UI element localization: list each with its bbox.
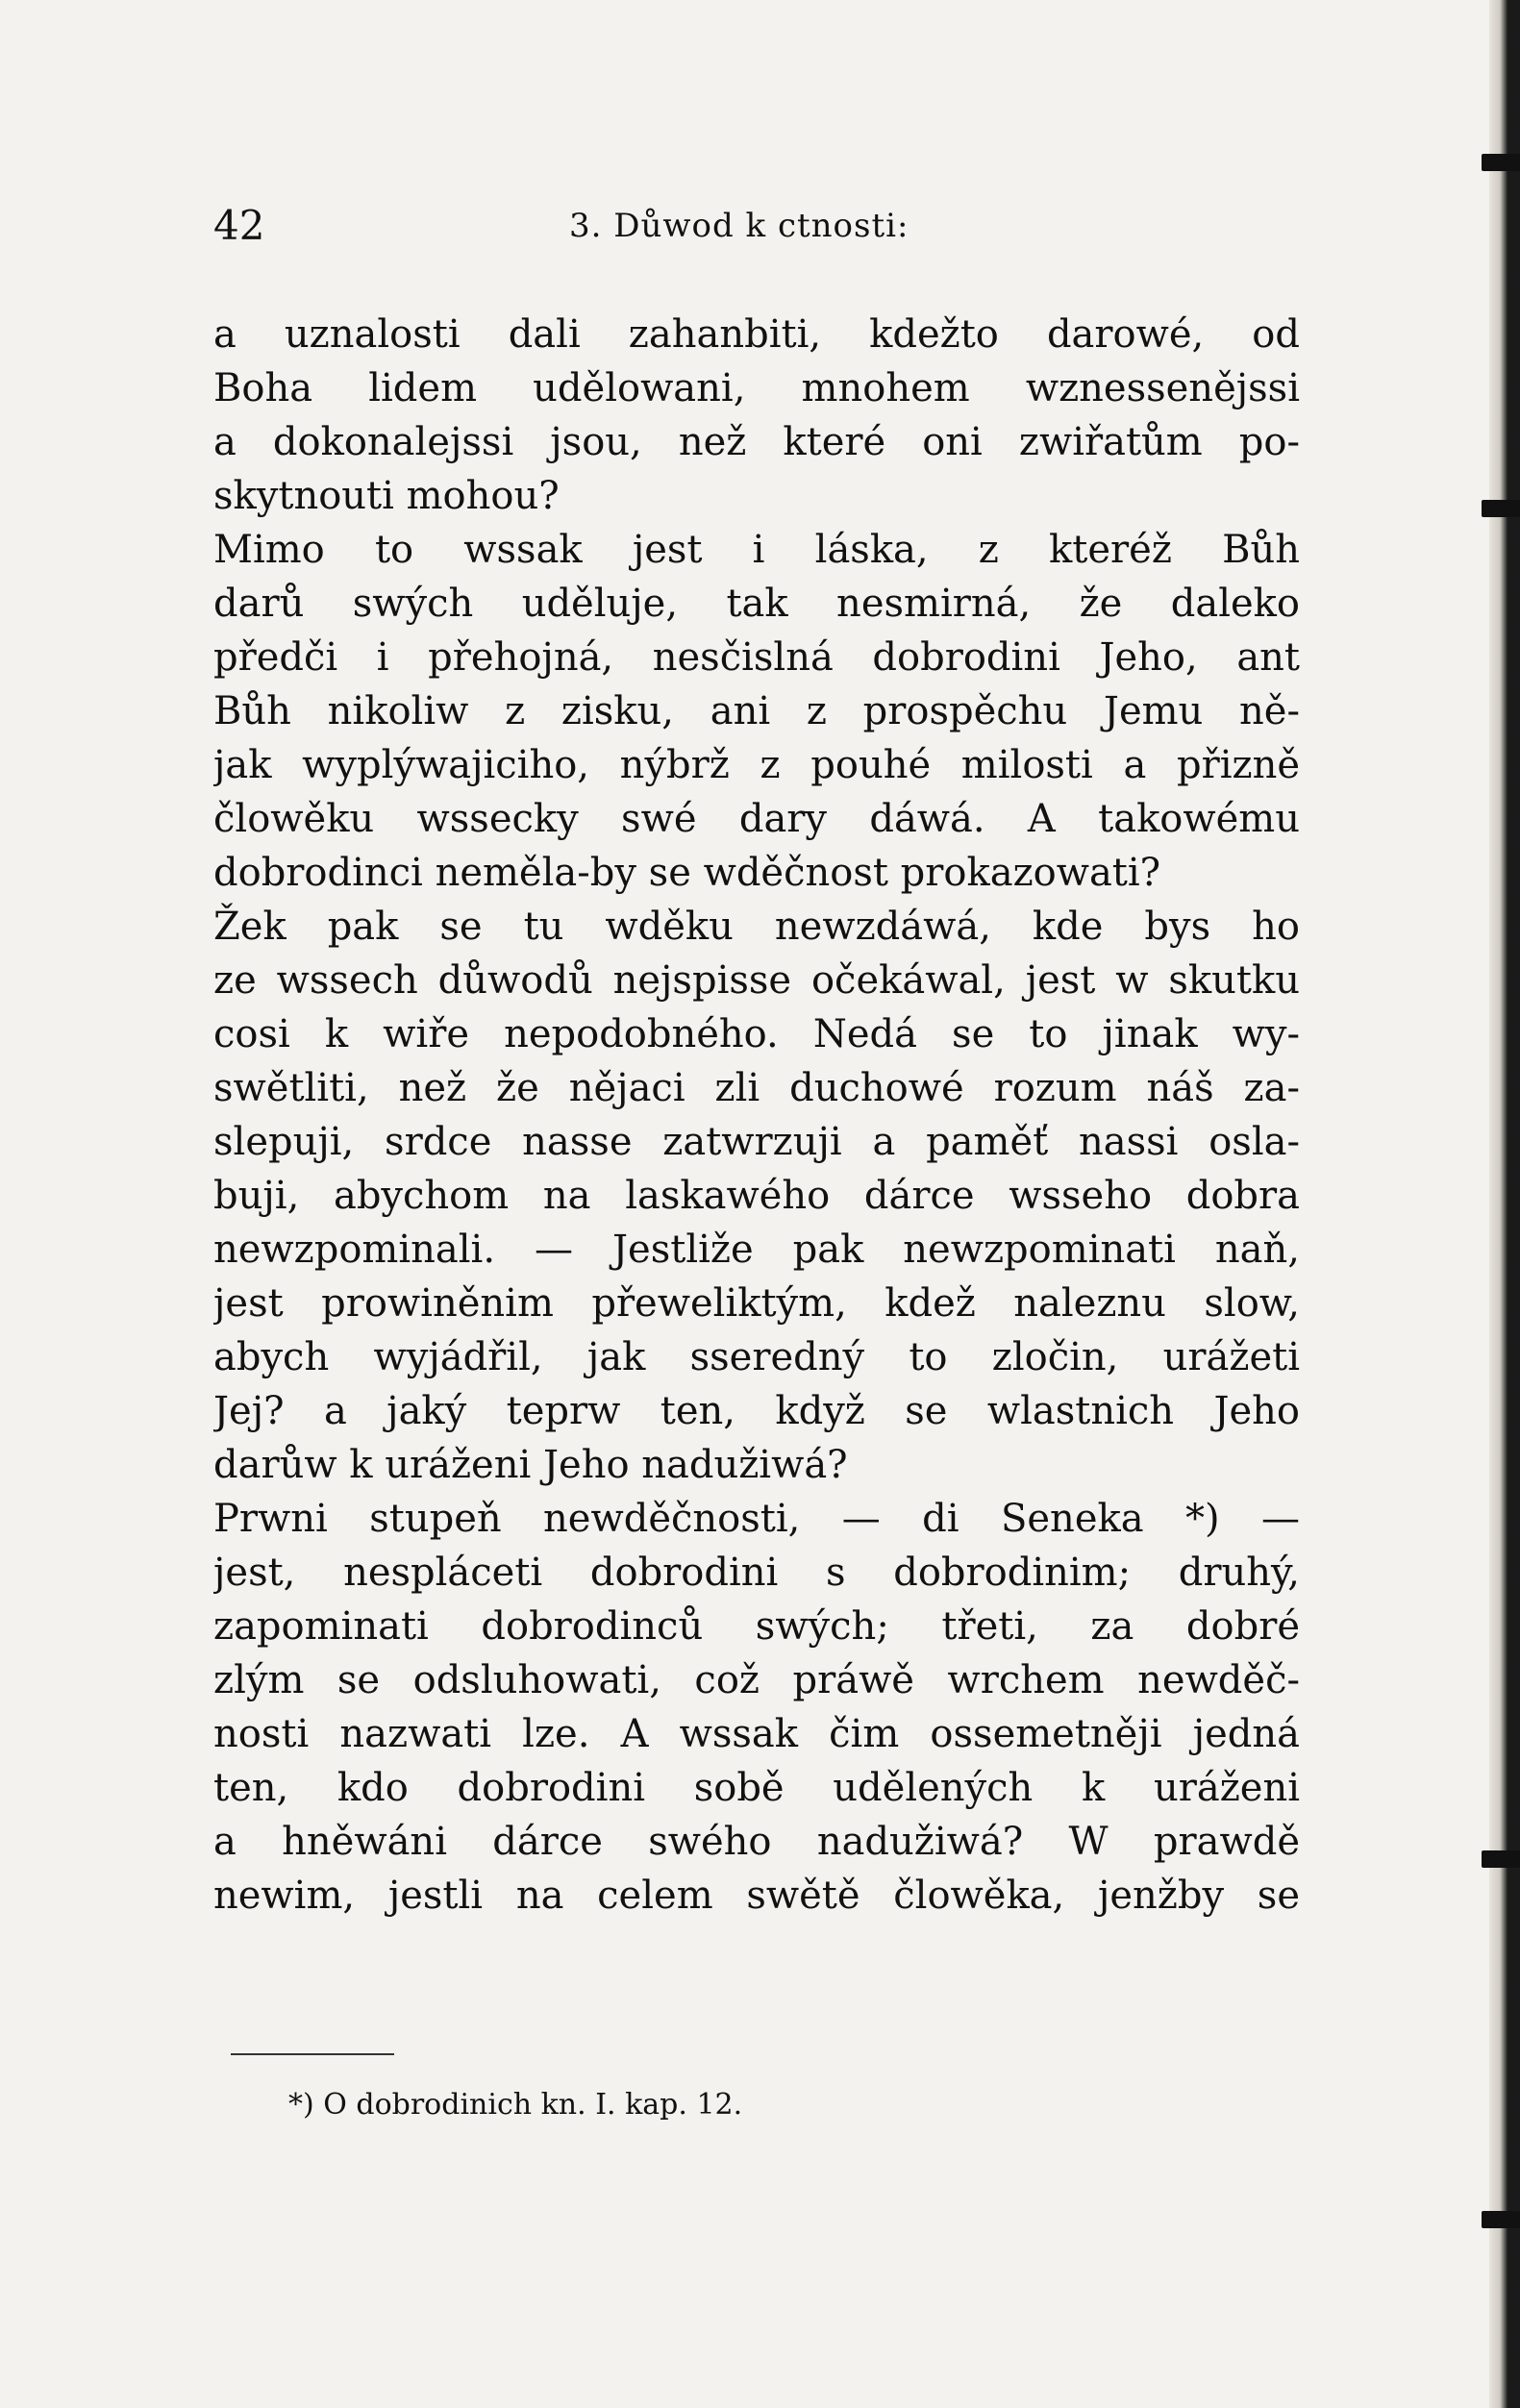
text-line: darů swých uděluje, tak nesmirná, že daleko [213,582,1300,626]
page-edge-binding [1489,0,1520,2408]
text-line: a dokonalejssi jsou, než které oni zwiřatům po- [213,420,1300,464]
text-line: ze wssech důwodů nejspisse očekáwal, jest w skutku [213,958,1300,1003]
text-line: slepuji, srdce nasse zatwrzuji a paměť nassi osla- [213,1120,1300,1164]
text-line: jest prowiněnim přeweliktým, kdež naleznu slow, [213,1281,1300,1326]
text-line: Prwni stupeň newděčnosti, — di Seneka *) — [213,1497,1300,1541]
text-line: Bůh nikoliw z zisku, ani z prospěchu Jemu ně- [213,689,1300,733]
text-line: jest, nespláceti dobrodini s dobrodinim; druhý, [213,1551,1300,1595]
edge-mark [1482,154,1520,171]
text-line: Jej? a jaký teprw ten, když se wlastnich Jeho [213,1389,1300,1433]
footnote: *) O dobrodinich kn. I. kap. 12. [288,2088,743,2122]
text-line: newzpominali. — Jestliže pak newzpominati naň, [213,1228,1300,1272]
text-line: newim, jestli na celem swětě člowěka, jenžby se [213,1874,1300,1918]
text-line: abych wyjádřil, jak sseredný to zločin, urážeti [213,1335,1300,1379]
running-head: 3. Důwod k ctnosti: [569,207,910,245]
text-line: a hněwáni dárce swého nadužiwá? W prawdě [213,1820,1300,1864]
page-number: 42 [213,202,265,249]
text-line: předči i přehojná, nesčislná dobrodini Jeho, ant [213,635,1300,680]
text-line: buji, abychom na laskawého dárce wsseho dobra [213,1174,1300,1218]
text-line: dobrodinci neměla-by se wděčnost prokazowati? [213,851,1161,895]
text-line: nosti nazwati lze. A wssak čim ossemetněji jedná [213,1712,1300,1756]
text-line: darůw k uráženi Jeho nadužiwá? [213,1443,848,1487]
edge-mark [1482,1850,1520,1868]
body-text [213,308,1300,1923]
text-line: jak wyplýwajiciho, nýbrž z pouhé milosti a přizně [213,743,1300,787]
text-line: swětliti, než že nějaci zli duchowé rozum náš za- [213,1066,1300,1110]
text-line: člowěku wssecky swé dary dáwá. A takowému [213,797,1300,841]
page-header [213,197,1300,255]
footnote-divider [231,2053,394,2055]
text-line: a uznalosti dali zahanbiti, kdežto darowé, od [213,312,1300,357]
text-line: Mimo to wssak jest i láska, z kteréž Bůh [213,528,1300,572]
edge-mark [1482,2211,1520,2228]
text-line: zlým se odsluhowati, což práwě wrchem newděč- [213,1658,1300,1702]
edge-mark [1482,500,1520,517]
text-line: zapominati dobrodinců swých; třeti, za dobré [213,1604,1300,1649]
text-line: ten, kdo dobrodini sobě udělených k uráženi [213,1766,1300,1810]
text-line: skytnouti mohou? [213,474,560,518]
text-line: Boha lidem udělowani, mnohem wznessenějssi [213,366,1300,410]
text-line: cosi k wiře nepodobného. Nedá se to jinak wy- [213,1012,1300,1056]
text-line: Žek pak se tu wděku newzdáwá, kde bys ho [213,905,1300,949]
